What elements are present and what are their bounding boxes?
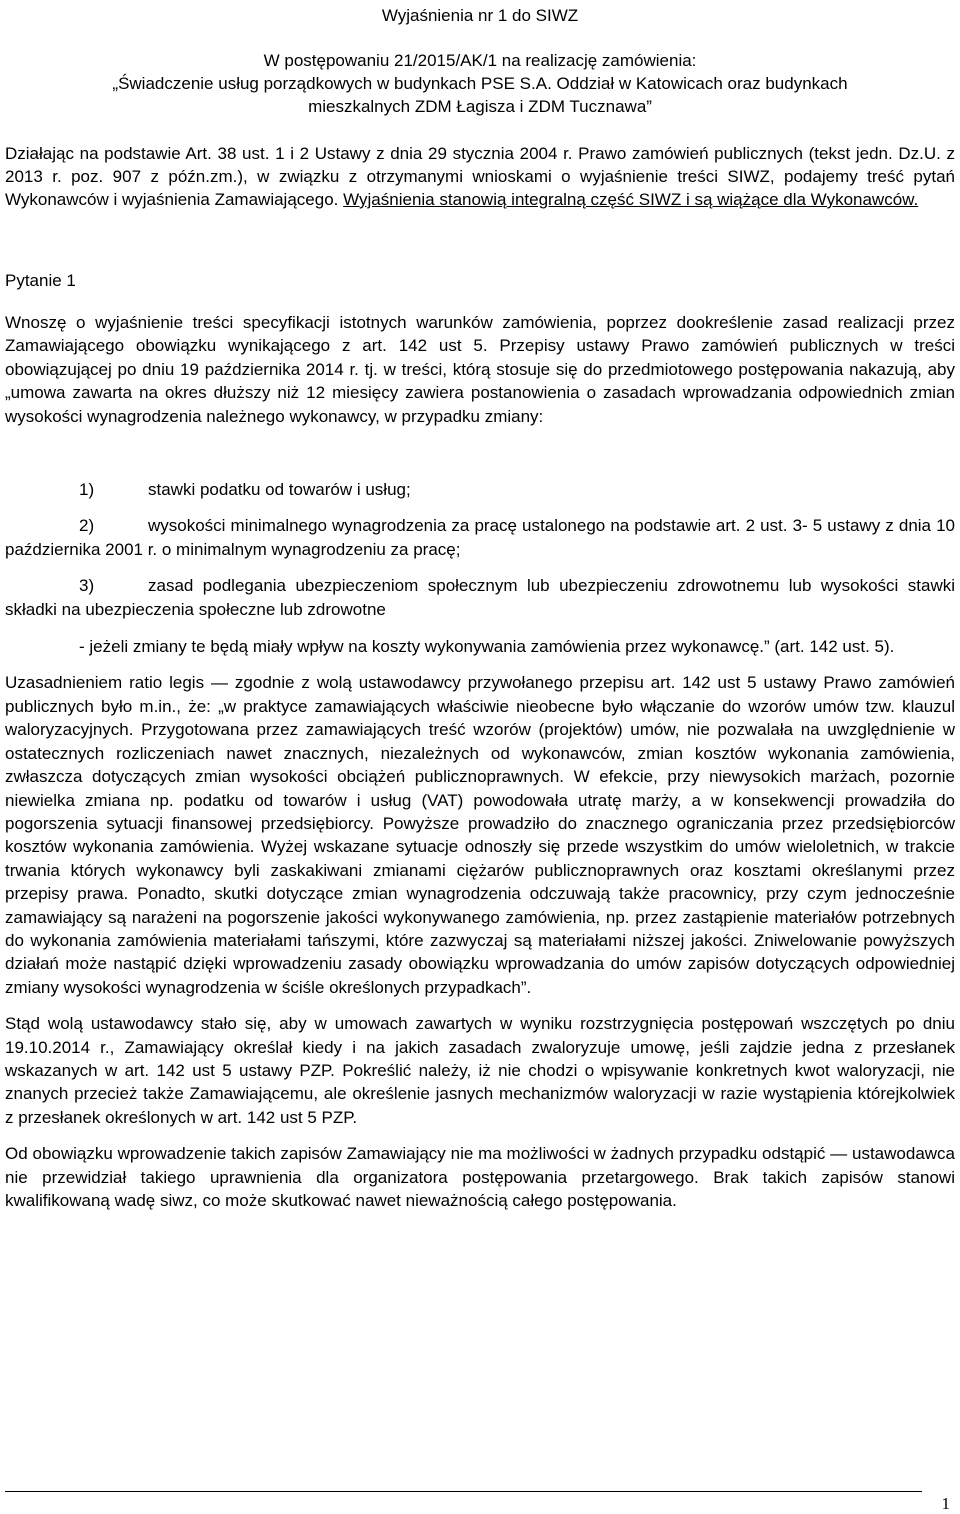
dash-clause — [5, 635, 955, 658]
question-paragraph-3: Stąd wolą ustawodawcy stało się, aby w umowach zawartych w wyniku rozstrzygnięcia postępowań wszczętych po dniu 19.10.2014 r., Zamawiający określał kiedy i na jakich zasadach zwaloryzuje umowę, jeśli zajdzie jedna z przesłanek wskazanych w art. 142 ust 5 ustawy PZP. Pokreślić należy, iż nie chodzi o wpisywanie konkretnych kwot waloryzacji, nie znanych przecież także Zamawiającemu, ale określenie jasnych mechanizmów waloryzacji w razie wystąpienia którejkolwiek z przesłanek określonych w art. 142 ust 5 PZP. — [5, 1014, 955, 1127]
document-header — [5, 4, 955, 118]
list-item — [5, 574, 955, 621]
question-heading: Pytanie 1 — [5, 271, 76, 290]
list-item — [5, 478, 955, 501]
contract-name-line-2: mieszkalnych ZDM Łagisza i ZDM Tucznawa” — [308, 97, 652, 116]
list-item-text: stawki podatku od towarów i usług; — [148, 480, 411, 500]
list-item-text: zasad podlegania ubezpieczeniom społecznym lub ubezpieczeniu zdrowotnemu lub wysokości stawki składki na ubezpieczenia społeczne lub zdrowotne — [5, 576, 955, 619]
amendment-list — [5, 478, 955, 621]
proceeding-line: W postępowaniu 21/2015/AK/1 na realizację zamówienia: — [263, 51, 697, 70]
document-page — [5, 0, 955, 1212]
intro-underlined-text: Wyjaśnienia stanowią integralną część SIWZ i są wiążące dla Wykonawców. — [343, 190, 919, 209]
intro-text: Działając na podstawie Art. 38 ust. 1 i 2 Ustawy z dnia 29 stycznia 2004 r. Prawo zamówień publicznych (tekst jedn. Dz.U. z 2013 r. poz. 907 z późn.zm.), w związku z otrzymanymi wnioskami o wyjaśnienie treści SIWZ, podajemy treść pytań Wykonawców i wyjaśnienia Zamawiającego. — [5, 144, 955, 209]
list-item-number: 3) — [79, 576, 95, 596]
question-paragraph-2: Uzasadnieniem ratio legis — zgodnie z wolą ustawodawcy przywołanego przepisu art. 142 ust 5 ustawy Prawo zamówień publicznych było m.in., że: „w praktyce zamawiających właściwie nieobecne było włączanie do wzorów umów tzw. klauzul waloryzacyjnych. Przygotowana przez zamawiających treść wzorów (projektów) umów, nie pozwalała na uwzględnienie w ostatecznych rozliczeniach nawet znacznych, niezależnych od wykonawców, zmian kosztów wykonania zamówienia, zwłaszcza dotyczących zmian wysokości obciążeń publicznoprawnych. W efekcie, przy niewysokich marżach, pozornie niewielka zmiana np. podatku od towarów i usług (VAT) powodowała utratę marży, a w konsekwencji prowadziła do pogorszenia sytuacji finansowej przedsiębiorcy. Powyższe prowadziło do znacznego ograniczania przez przedsiębiorców kosztów wykonania zamówienia. Wyżej wskazane sytuacje odnoszły się przede wszystkim do umów wieloletnich, w trakcie trwania których wykonawcy byli zaskakiwani zmianami ciężarów publicznoprawnych oraz kosztami określanymi przez przepisy prawa. Ponadto, skutki dotyczące zmian wynagrodzenia odczuwają także pracownicy, przy czym jednocześnie zamawiający są narażeni na pogorszenie jakości wykonywanego zamówienia, np. przez zastąpienie materiałów potrzebnych do wykonania zamówienia materiałami tańszymi, które zazwyczaj są materiałami niższej jakości. Zniwelowanie powyższych działań może nastąpić dzięki wprowadzeniu zasady obowiązku wprowadzania do umów zapisów dotyczących odpowiedniej zmiany wysokości wynagrodzenia w ściśle określonych przypadkach”. — [5, 673, 955, 997]
list-item-number: 2) — [79, 516, 95, 536]
page-number: 1 — [941, 1494, 950, 1513]
list-item-text: wysokości minimalnego wynagrodzenia za pracę ustalonego na podstawie art. 2 ust. 3- 5 ustawy z dnia 10 października 2001 r. o minimalnym wynagrodzeniu za pracę; — [5, 516, 955, 559]
dash-clause-text: - jeżeli zmiany te będą miały wpływ na koszty wykonywania zamówienia przez wykonawcę.” (art. 142 ust. 5). — [79, 637, 895, 657]
question-paragraph-4: Od obowiązku wprowadzenie takich zapisów Zamawiający nie ma możliwości w żadnych przypadku odstąpić — ustawodawca nie przewidział takiego uprawnienia dla organizatora postępowania przetargowego. Brak takich zapisów stanowi kwalifikowaną wadę siwz, co może skutkować nawet nieważnością całego postępowania. — [5, 1144, 955, 1210]
footer-rule — [5, 1491, 922, 1492]
intro-paragraph — [5, 142, 955, 211]
contract-name-line-1: „Świadczenie usług porządkowych w budynkach PSE S.A. Oddział w Katowicach oraz budynkach — [112, 74, 848, 93]
question-paragraph-1: Wnoszę o wyjaśnienie treści specyfikacji istotnych warunków zamówienia, poprzez dookreślenie zasad realizacji przez Zamawiającego obowiązku wynikającego z art. 142 ust 5. Przepisy ustawy Prawo zamówień publicznych w treści obowiązującej po dniu 19 października 2014 r. tj. w treści, którą stosuje się do przedmiotowego postępowania nakazują, aby „umowa zawarta na okres dłuższy niż 12 miesięcy zawiera postanowienia o zasadach wprowadzania odpowiednich zmian wysokości wynagrodzenia należnego wykonawcy, w przypadku zmiany: — [5, 313, 955, 426]
document-title: Wyjaśnienia nr 1 do SIWZ — [381, 6, 579, 25]
list-item — [5, 514, 955, 561]
list-item-number: 1) — [79, 480, 95, 500]
